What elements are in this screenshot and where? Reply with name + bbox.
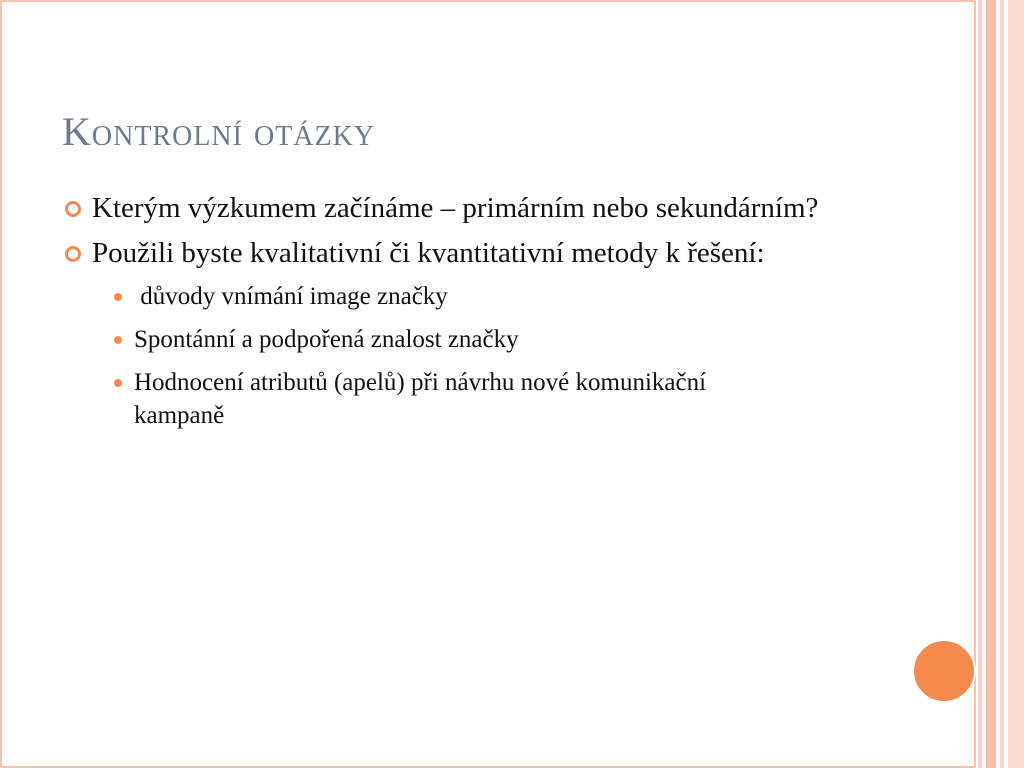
- bullet-text: Použili byste kvalitativní či kvantitativní metody k řešení:: [92, 237, 765, 269]
- sub-bullet-text: důvody vnímání image značky: [134, 283, 448, 310]
- dot-bullet-icon: [114, 379, 122, 387]
- decorative-stripe: [1000, 0, 1004, 768]
- decorative-stripe: [978, 0, 982, 768]
- bullet-item: [62, 190, 912, 227]
- sub-bullet-item: [112, 323, 912, 356]
- ring-bullet-icon: [65, 201, 81, 217]
- orange-circle-decoration: [912, 639, 976, 703]
- ring-bullet-icon: [65, 246, 81, 262]
- sub-bullet-text: Hodnocení atributů (apelů) při návrhu nové komunikační kampaně: [134, 369, 707, 429]
- bullet-text: Kterým výzkumem začínáme – primárním nebo sekundárním?: [92, 192, 819, 224]
- sub-bullet-text: Spontánní a podpořená znalost značky: [134, 326, 519, 353]
- bullet-item: [62, 235, 912, 272]
- dot-bullet-icon: [114, 293, 122, 301]
- slide-content: [62, 190, 912, 442]
- decorative-stripe: [1008, 0, 1024, 768]
- decorative-stripe: [986, 0, 996, 768]
- sub-bullet-item: [112, 280, 912, 313]
- slide-title: Kontrolní otázky: [62, 109, 376, 154]
- dot-bullet-icon: [114, 336, 122, 344]
- sub-bullet-list: [62, 280, 912, 432]
- sub-bullet-item: [112, 366, 774, 432]
